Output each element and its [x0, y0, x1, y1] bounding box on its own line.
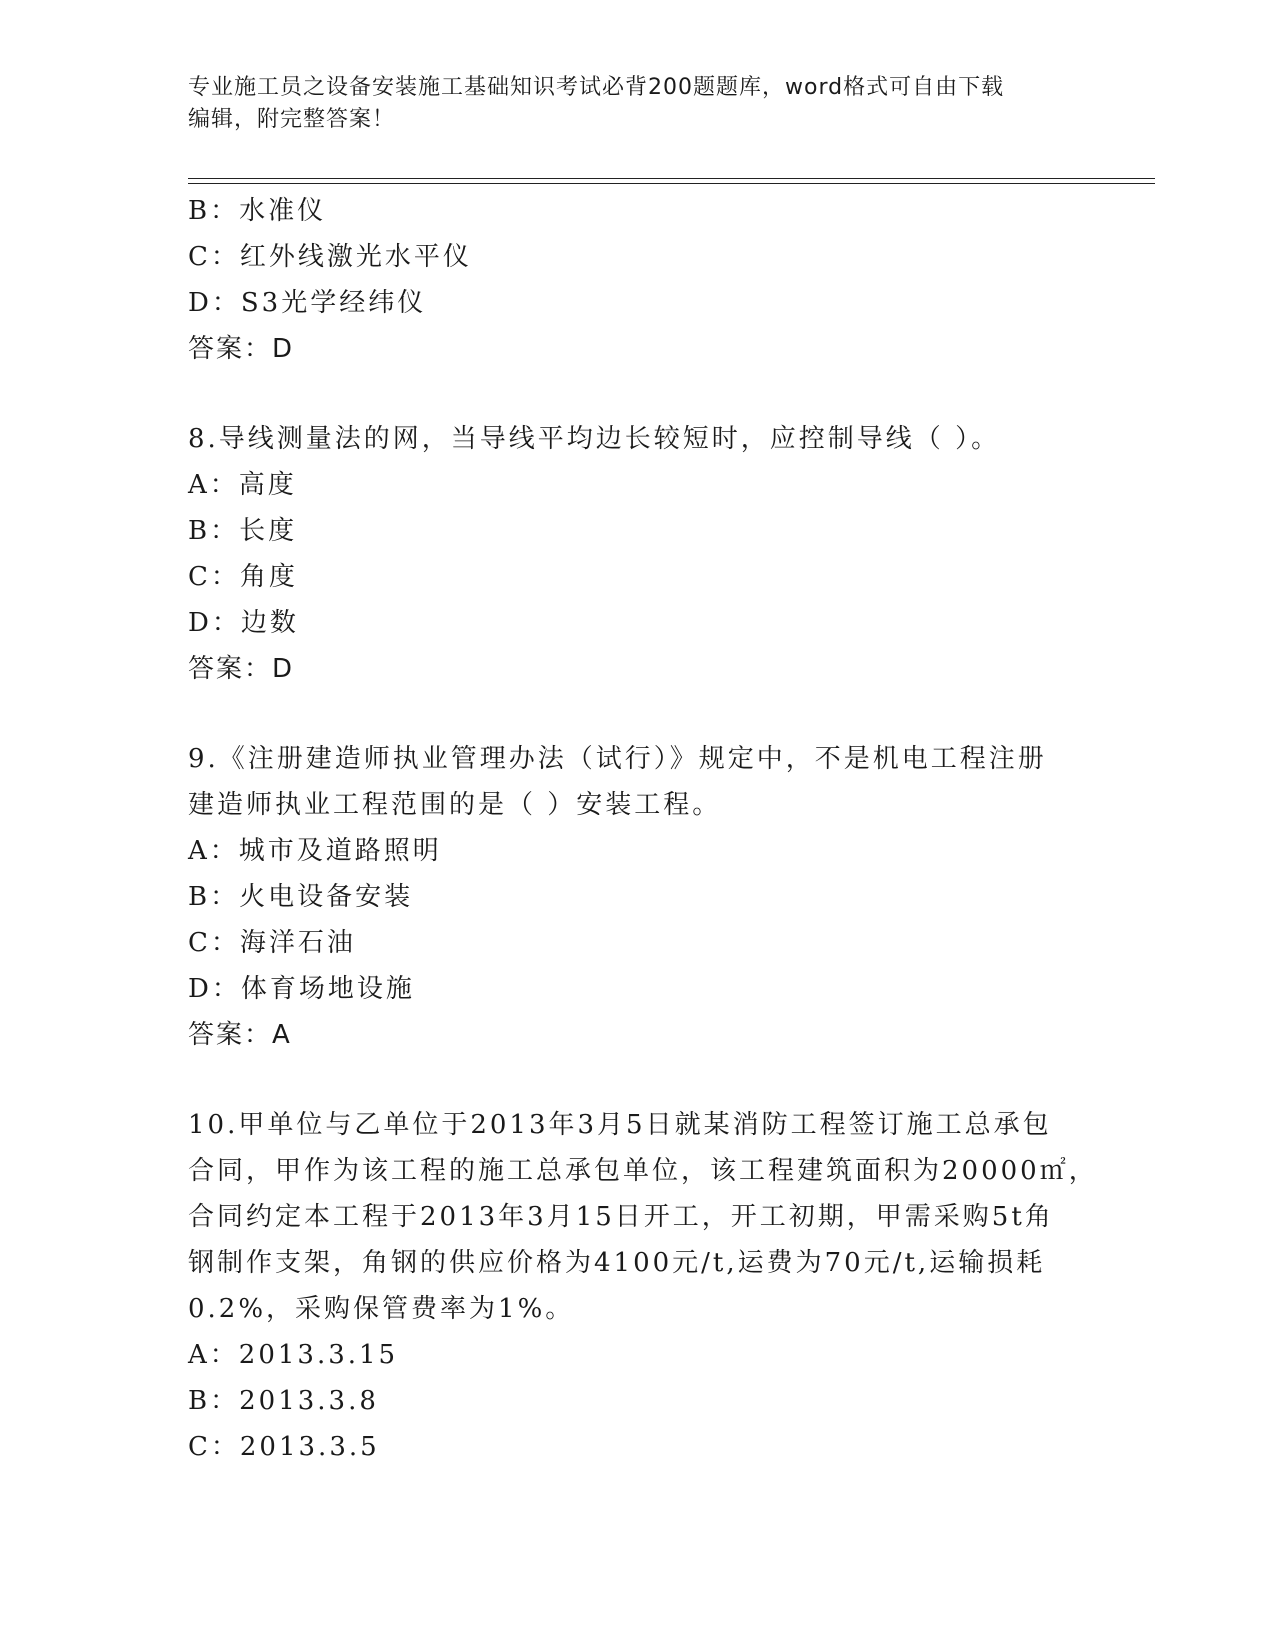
question-7 — [188, 188, 1088, 372]
header-divider-bottom — [188, 183, 1155, 184]
question-10 — [188, 1102, 1098, 1470]
option-c: C：海洋石油 — [188, 928, 356, 958]
option-b: B：水准仪 — [188, 196, 327, 226]
option-b: B：火电设备安装 — [188, 882, 414, 912]
header-divider-top — [188, 178, 1155, 179]
question-stem-line-5: 0.2%，采购保管费率为1%。 — [188, 1294, 575, 1324]
question-8 — [188, 416, 1088, 692]
question-9 — [188, 736, 1088, 1058]
spacer — [188, 1058, 1088, 1102]
question-stem-line-1: 10.甲单位与乙单位于2013年3月5日就某消防工程签订施工总承包 — [188, 1110, 1052, 1140]
option-c: C：角度 — [188, 562, 298, 592]
option-c: C：红外线激光水平仪 — [188, 242, 472, 272]
question-stem-line-3: 合同约定本工程于2013年3月15日开工，开工初期，甲需采购5t角 — [188, 1202, 1054, 1232]
question-content — [188, 188, 1098, 1470]
header-title-line-1: 专业施工员之设备安装施工基础知识考试必背200题题库，word格式可自由下载 — [188, 75, 1005, 100]
document-header — [188, 72, 1068, 136]
spacer — [188, 372, 1088, 416]
option-d: D：边数 — [188, 608, 299, 638]
spacer — [188, 692, 1088, 736]
question-stem-line-2: 合同，甲作为该工程的施工总承包单位，该工程建筑面积为20000㎡， — [188, 1156, 1098, 1186]
answer: 答案：D — [188, 334, 295, 364]
option-d: D：S3光学经纬仪 — [188, 288, 427, 318]
header-title-line-2: 编辑，附完整答案！ — [188, 107, 396, 132]
option-a: A：2013.3.15 — [188, 1340, 399, 1370]
option-b: B：长度 — [188, 516, 298, 546]
answer: 答案：D — [188, 654, 295, 684]
option-d: D：体育场地设施 — [188, 974, 415, 1004]
question-stem-line-1: 9.《注册建造师执业管理办法（试行）》规定中，不是机电工程注册 — [188, 744, 1047, 774]
question-stem: 8.导线测量法的网，当导线平均边长较短时，应控制导线（ ）。 — [188, 424, 1001, 454]
question-stem-line-2: 建造师执业工程范围的是（ ）安装工程。 — [188, 790, 722, 820]
answer: 答案：A — [188, 1020, 292, 1050]
option-a: A：高度 — [188, 470, 297, 500]
option-c: C：2013.3.5 — [188, 1432, 380, 1462]
option-b: B：2013.3.8 — [188, 1386, 379, 1416]
question-stem-line-4: 钢制作支架，角钢的供应价格为4100元/t,运费为70元/t,运输损耗 — [188, 1248, 1046, 1278]
option-a: A：城市及道路照明 — [188, 836, 442, 866]
